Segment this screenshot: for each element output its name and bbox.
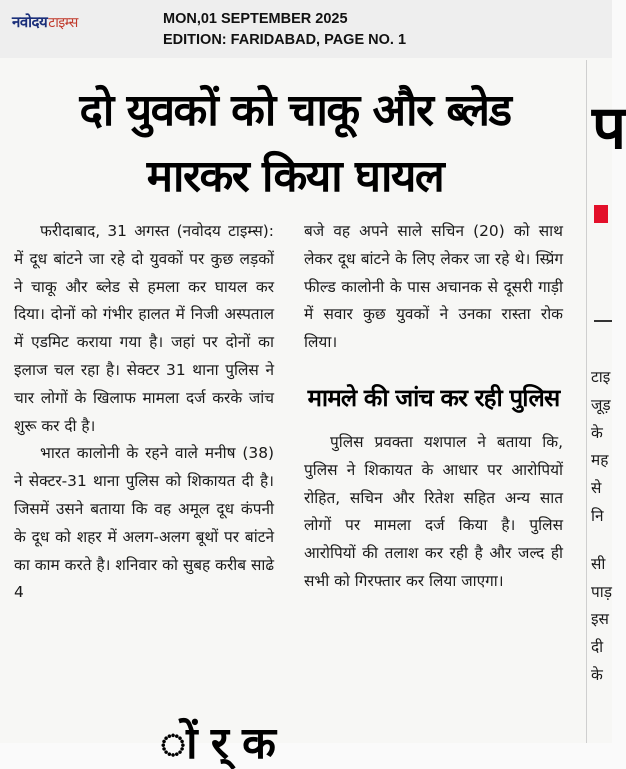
dash-rule: [594, 320, 612, 322]
adjacent-line: के: [591, 665, 603, 684]
adjacent-line: इस: [591, 610, 609, 629]
logo-main: नवोदय: [12, 13, 48, 31]
article-headline: [10, 78, 580, 210]
adjacent-line: दी: [591, 638, 604, 657]
logo-sub: टाइम्स: [48, 15, 78, 31]
edition-info: [163, 9, 406, 51]
headline-line-1: दो युवकों को चाकू और ब्लेड: [79, 85, 511, 136]
adjacent-text-lines: [591, 364, 621, 690]
masthead: [0, 0, 612, 59]
adjacent-line: टाइ: [591, 368, 611, 386]
newspaper-logo: [12, 12, 78, 32]
adjacent-headline-glyph: प: [592, 93, 626, 163]
headline-line-2: मारकर किया घायल: [146, 151, 444, 202]
adjacent-line: के: [591, 423, 603, 442]
article-paragraph: भारत कालोनी के रहने वाले मनीष (38) ने सेक्टर-31 थाना पुलिस को शिकायत दी है। जिसमें उसने बताया कि वह अमूल दूध कंपनी के दूध को शहर में अलग-अलग बूथों पर बांटने का काम करते है। शनिवार को सुबह करीब साढे 4: [14, 444, 274, 602]
article-paragraph: पुलिस प्रवक्ता यशपाल ने बताया कि, पुलिस ने शिकायत के आधार पर आरोपियों रोहित, सचिन और रितेश सहित अन्य सात लोगों पर मामला दर्ज किया है। पुलिस आरोपियों की तलाश कर रही है और जल्द ही सभी को गिरफ्तार कर लिया जाएगा।: [304, 432, 563, 590]
adjacent-line: पाड़: [591, 582, 612, 601]
adjacent-line: नि: [591, 506, 604, 525]
adjacent-line: जूड़: [591, 395, 611, 414]
adjacent-article-fragment: [590, 58, 626, 743]
article-column-2: [304, 218, 563, 596]
next-headline-text: ों र् क: [160, 718, 275, 769]
issue-date: MON,01 SEPTEMBER 2025: [163, 11, 348, 27]
column-divider: [586, 60, 587, 743]
adjacent-line: सी: [591, 554, 606, 573]
next-article-headline-cut: [0, 718, 612, 769]
adjacent-line: से: [591, 479, 602, 498]
article-paragraph: बजे वह अपने साले सचिन (20) को साथ लेकर दूध बांटने के लिए लेकर जा रहे थे। स्प्रिंग फील्ड कालोनी के पास अचानक से दूसरी गाड़ी में सवार कुछ युवकों ने उनका रास्ता रोक लिया।: [304, 222, 563, 352]
edition-page: EDITION: FARIDABAD, PAGE NO. 1: [163, 32, 407, 48]
adjacent-line: मह: [591, 451, 609, 470]
article-subheading: मामले की जांच कर रही पुलिस: [307, 383, 560, 412]
article-column-1: [14, 218, 274, 607]
article-paragraph: फरीदाबाद, 31 अगस्त (नवोदय टाइम्स): में दूध बांटने जा रहे दो युवकों पर कुछ लड़कों ने चाकू और ब्लेड से हमला कर घायल कर दिया। दोनों को गंभीर हालत में निजी अस्पताल में एडमिट कराया गया है। जहां पर दोनों का इलाज चल रहा है। सेक्टर 31 थाना पुलिस ने चार लोगों के खिलाफ मामला दर्ज करके जांच शुरू कर दी है।: [14, 222, 274, 435]
red-marker: [594, 205, 608, 223]
